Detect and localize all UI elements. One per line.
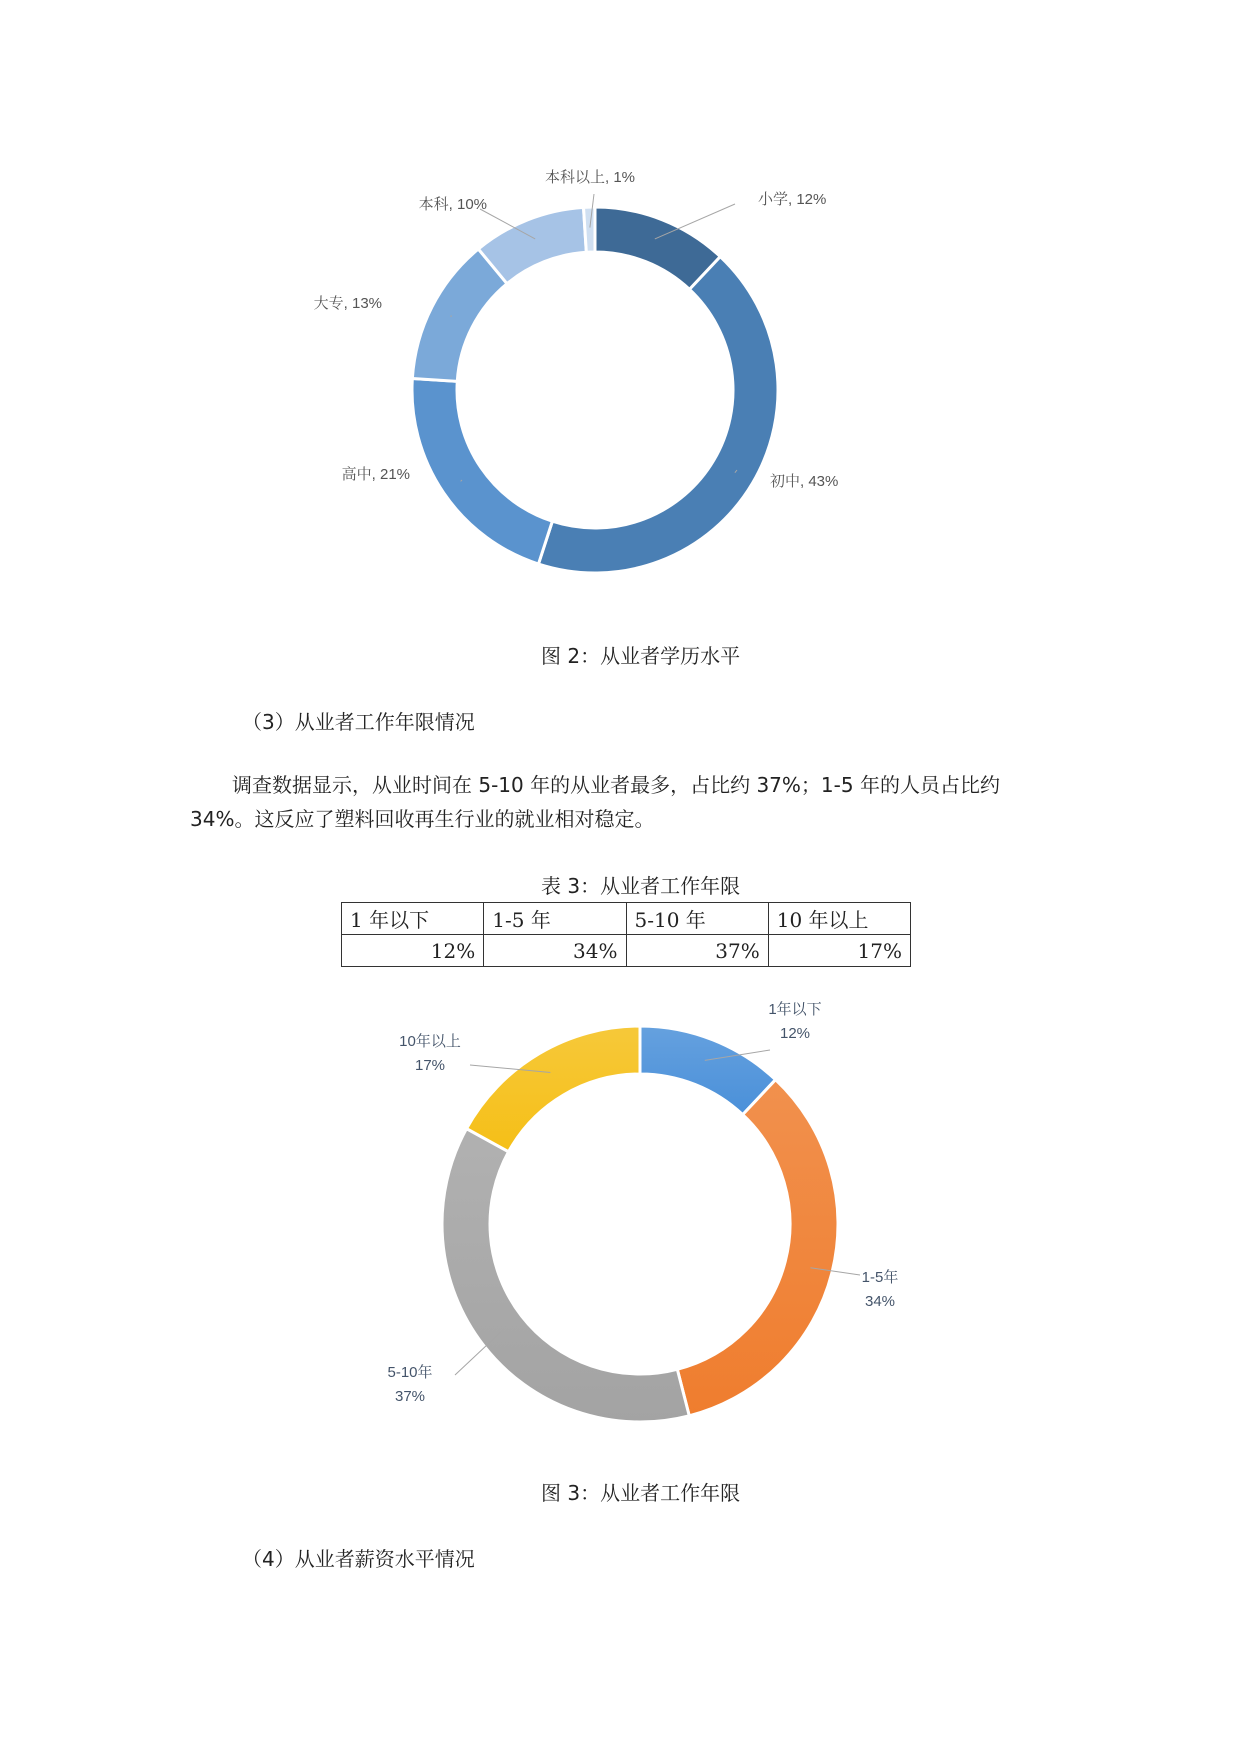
slice-percent-label-2: 34% bbox=[864, 1293, 896, 1310]
slice-category-label-4: 10年以上 bbox=[399, 1033, 461, 1050]
table-cell: 12% bbox=[342, 935, 484, 967]
donut-slice-3 bbox=[442, 1129, 689, 1422]
slice-category-label-1: 1年以下 bbox=[768, 1001, 822, 1018]
section-3-heading: （3）从业者工作年限情况 bbox=[242, 710, 475, 734]
slice-percent-label-3: 37% bbox=[394, 1388, 426, 1405]
table-cell: 34% bbox=[484, 935, 626, 967]
table-header-cell: 10 年以上 bbox=[768, 903, 910, 935]
figure-2-caption: 图 2：从业者学历水平 bbox=[541, 644, 741, 668]
slice-category-label-3: 5-10年 bbox=[387, 1364, 433, 1381]
table-header-cell: 5-10 年 bbox=[626, 903, 768, 935]
slice-percent-label-1: 12% bbox=[779, 1025, 811, 1042]
slice-label-1: 小学, 12% bbox=[758, 191, 827, 208]
figure-3-caption: 图 3：从业者工作年限 bbox=[541, 1481, 741, 1505]
slice-label-3: 高中, 21% bbox=[341, 466, 410, 483]
table-cell: 37% bbox=[626, 935, 768, 967]
paragraph-line-1: 调查数据显示，从业时间在 5-10 年的从业者最多，占比约 37%；1-5 年的人员占比约 bbox=[232, 773, 1000, 797]
table-cell: 17% bbox=[768, 935, 910, 967]
donut-slice-4 bbox=[466, 1026, 640, 1152]
paragraph-line-2: 34%。这反应了塑料回收再生行业的就业相对稳定。 bbox=[190, 807, 655, 831]
table-3-title: 表 3：从业者工作年限 bbox=[541, 874, 741, 898]
slice-percent-label-4: 17% bbox=[414, 1057, 446, 1074]
table-header-cell: 1 年以下 bbox=[342, 903, 484, 935]
slice-category-label-2: 1-5年 bbox=[861, 1269, 899, 1286]
slice-label-5: 本科, 10% bbox=[418, 196, 487, 213]
table-header-cell: 1-5 年 bbox=[484, 903, 626, 935]
slice-label-2: 初中, 43% bbox=[770, 473, 839, 490]
slice-label-4: 大专, 13% bbox=[313, 295, 382, 312]
slice-label-6: 本科以上, 1% bbox=[544, 169, 636, 186]
donut-slice-2 bbox=[677, 1080, 838, 1416]
section-4-heading: （4）从业者薪资水平情况 bbox=[242, 1547, 475, 1571]
